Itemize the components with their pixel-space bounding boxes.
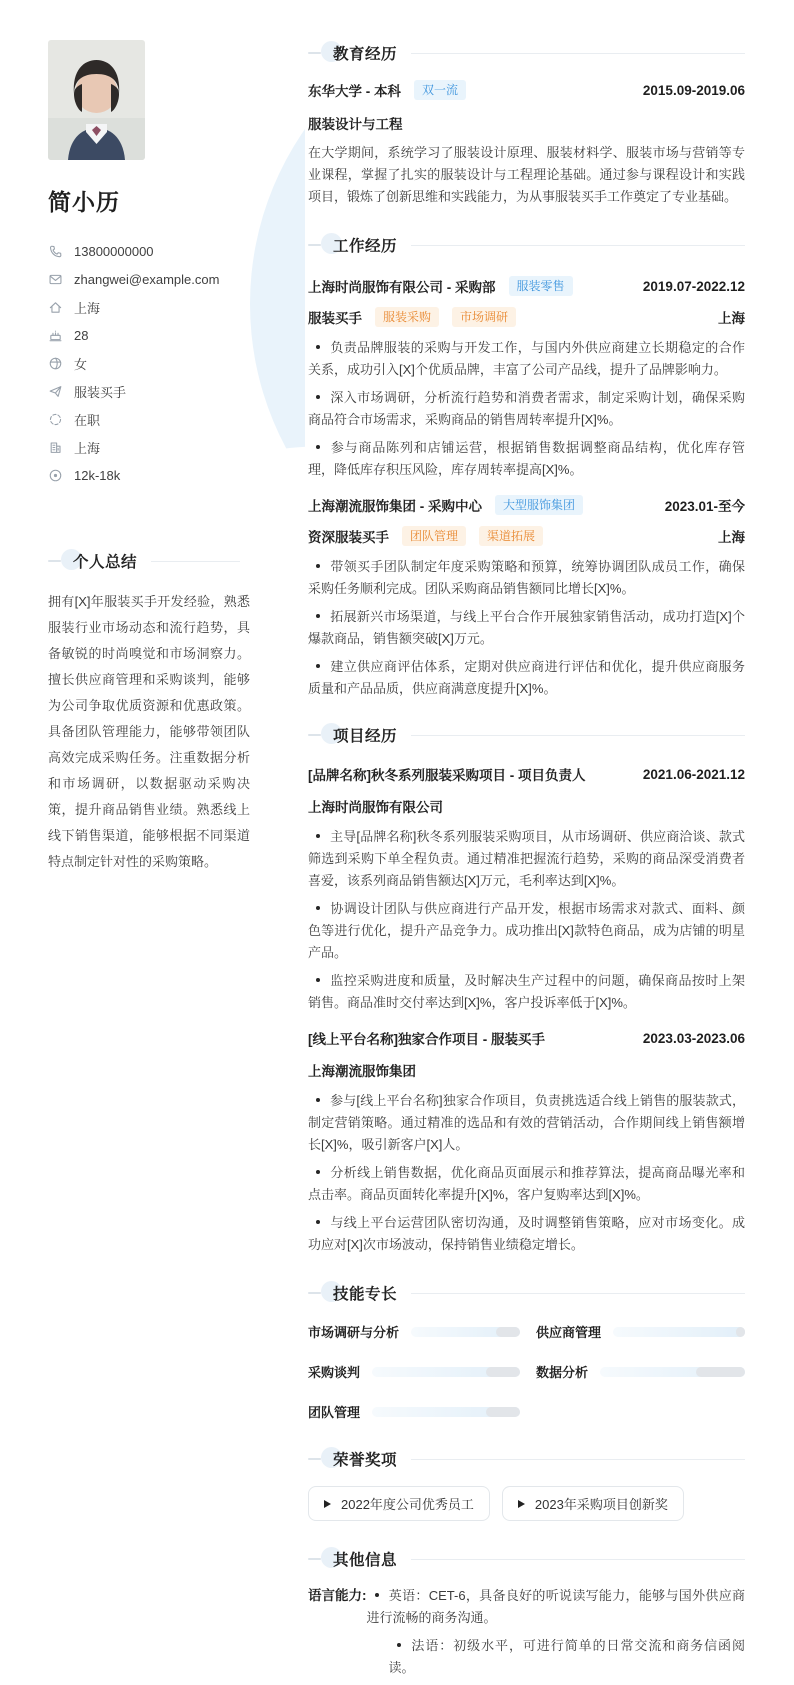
role-tag: 市场调研: [452, 307, 516, 327]
contact-email-value: zhangwei@example.com: [74, 271, 220, 287]
role-tag: 渠道拓展: [479, 526, 543, 546]
language-bullet: [389, 1635, 746, 1679]
project-bullet: [308, 1162, 745, 1206]
bullet-dot: [397, 1643, 401, 1647]
bullet-dot: [316, 445, 320, 449]
education-title: 教育经历: [333, 46, 398, 63]
education-entry-header: [308, 80, 745, 100]
summary-title: 个人总结: [73, 554, 138, 571]
skill-progress-bar: [372, 1407, 520, 1417]
skill-progress-bar: [372, 1367, 520, 1377]
project-entry: [308, 1028, 745, 1256]
skills-title: 技能专长: [333, 1286, 398, 1303]
skill-item: [308, 1362, 520, 1381]
skill-progress-bar: [411, 1327, 520, 1337]
contact-age: [48, 321, 240, 349]
award-pill[interactable]: [308, 1486, 490, 1521]
skill-progress-remainder: [736, 1327, 745, 1337]
education-date: 2015.09-2019.06: [642, 82, 745, 98]
role-tag: 服装采购: [375, 307, 439, 327]
section-dash-decoration: [308, 52, 321, 54]
awards-section-header: [308, 1448, 745, 1470]
section-divider-line: [411, 53, 745, 54]
profile-photo-image: [48, 40, 145, 160]
section-divider-line: [411, 1559, 745, 1560]
skill-item: [536, 1362, 745, 1381]
job-role: 资深服装买手: [308, 530, 389, 545]
section-divider-line: [411, 735, 745, 736]
job-bullet-text: 带领买手团队制定年度采购策略和预算，统筹协调团队成员工作，确保采购任务顺利完成。团队采购商品销售额同比增长[X]%。: [308, 559, 745, 596]
company-name: 上海潮流服饰集团 - 采购中心: [308, 499, 482, 514]
job-location: 上海: [718, 530, 745, 545]
project-name-row: [308, 764, 745, 784]
awards-list: [308, 1486, 745, 1521]
section-dash-decoration: [308, 734, 321, 736]
email-icon: [48, 272, 63, 287]
project-bullet-text: 与线上平台运营团队密切沟通，及时调整销售策略，应对市场变化。成功应对[X]次市场波动，保持销售业绩稳定增长。: [308, 1215, 745, 1252]
language-ability-label: 语言能力:: [308, 1588, 367, 1603]
bullet-dot: [316, 834, 320, 838]
section-dash-decoration: [48, 560, 61, 562]
bullet-dot: [316, 395, 320, 399]
company-tag: 大型服饰集团: [495, 495, 583, 515]
contact-gender-value: 女: [74, 356, 88, 372]
award-text: 2023年采购项目创新奖: [534, 1497, 668, 1512]
skill-progress-remainder: [496, 1327, 520, 1337]
bullet-dot: [316, 978, 320, 982]
contact-list: [48, 237, 240, 489]
position-paper-plane-icon: [48, 384, 63, 399]
project-bullet: [308, 898, 745, 964]
project-bullets: [308, 826, 745, 1014]
project-entry: [308, 764, 745, 1014]
skill-label: 市场调研与分析: [308, 1325, 400, 1340]
contact-phone-value: 13800000000: [74, 243, 154, 259]
section-dash-decoration: [308, 244, 321, 246]
major-name: 服装设计与工程: [308, 117, 403, 132]
school-tag: 双一流: [414, 80, 466, 100]
contact-email: [48, 265, 240, 293]
project-title: 项目经历: [333, 728, 398, 745]
bullet-dot: [316, 664, 320, 668]
profile-photo: [48, 40, 145, 160]
skill-item: [308, 1322, 520, 1341]
contact-age-value: 28: [74, 327, 89, 343]
job-bullet-text: 深入市场调研，分析流行趋势和消费者需求，制定采购计划，确保采购商品符合市场需求，采购商品的销售周转率提升[X]%。: [308, 390, 745, 427]
skill-progress-remainder: [486, 1407, 520, 1417]
job-date: 2023.01-至今: [664, 499, 745, 514]
project-org: 上海时尚服饰有限公司: [308, 800, 443, 815]
project-name: [线上平台名称]独家合作项目 - 服装买手: [308, 1032, 545, 1047]
skill-item: [308, 1402, 520, 1421]
job-role: 服装买手: [308, 311, 362, 326]
skill-progress-remainder: [696, 1367, 745, 1377]
project-section-header: [308, 724, 745, 746]
language-bullet: [367, 1585, 746, 1629]
award-expand-icon: [324, 1500, 331, 1508]
skill-progress-bar: [613, 1327, 745, 1337]
bullet-dot: [316, 1170, 320, 1174]
bullet-dot: [316, 564, 320, 568]
project-date: 2023.03-2023.06: [642, 1030, 745, 1046]
skill-progress-bar: [600, 1367, 745, 1377]
contact-position: [48, 377, 240, 405]
education-description: 在大学期间，系统学习了服装设计原理、服装材料学、服装市场与营销等专业课程，掌握了扎实的服装设计与工程理论基础。通过参与课程设计和实践项目，锻炼了创新思维和实践能力，为从事服装买手工作奠定了专业基础。: [308, 145, 745, 204]
project-bullet: [308, 970, 745, 1014]
other-section-header: [308, 1548, 745, 1570]
contact-company-city-value: 上海: [74, 440, 101, 456]
award-text: 2022年度公司优秀员工: [341, 1497, 474, 1512]
candidate-name: 简小历: [48, 189, 120, 215]
contact-salary-value: 12k-18k: [74, 467, 121, 483]
project-bullets: [308, 1090, 745, 1256]
summary-text: 拥有[X]年服装买手开发经验，熟悉服装行业市场动态和流行趋势，具备敏锐的时尚嗅觉和市场洞察力。擅长供应商管理和采购谈判，能够为公司争取优质资源和优惠政策。具备团队管理能力，能够带领团队高效完成采购任务。注重数据分析和市场调研，以数据驱动采购决策，提升商品销售业绩。熟悉线上线下销售渠道，能够根据不同渠道特点制定针对性的采购策略。: [48, 594, 250, 869]
job-location: 上海: [718, 311, 745, 326]
job-bullet: [308, 656, 745, 700]
other-title: 其他信息: [333, 1552, 398, 1569]
project-bullet: [308, 826, 745, 892]
job-bullet-text: 拓展新兴市场渠道，与线上平台合作开展独家销售活动，成功打造[X]个爆款商品，销售额突破[X]万元。: [308, 609, 745, 646]
language-bullet-text: 英语：CET-6，具备良好的听说读写能力，能够与国外供应商进行流畅的商务沟通。: [366, 1588, 745, 1625]
project-bullet: [308, 1090, 745, 1156]
job-entry: [308, 495, 745, 700]
project-org: 上海潮流服饰集团: [308, 1064, 416, 1079]
status-icon: [48, 412, 63, 427]
work-section-header: [308, 234, 745, 256]
job-bullets: [308, 556, 745, 700]
contact-salary: [48, 461, 240, 489]
sidebar: [0, 0, 250, 1472]
skill-label: 采购谈判: [308, 1365, 361, 1380]
contact-gender: [48, 349, 240, 377]
salary-icon: [48, 468, 63, 483]
project-bullet-text: 分析线上销售数据，优化商品页面展示和推荐算法，提高商品曝光率和点击率。商品页面转化率提升[X]%，客户复购率达到[X]%。: [308, 1165, 745, 1202]
bullet-dot: [316, 1220, 320, 1224]
section-divider-line: [411, 245, 745, 246]
bullet-dot: [316, 345, 320, 349]
company-tag: 服装零售: [509, 276, 573, 296]
project-bullet-text: 参与[线上平台名称]独家合作项目，负责挑选适合线上销售的服装款式，制定营销策略。通过精准的选品和有效的营销活动，合作期间线上销售额增长[X]%，吸引新客户[X]人。: [308, 1093, 745, 1152]
contact-city-value: 上海: [74, 300, 101, 316]
award-pill[interactable]: [502, 1486, 684, 1521]
job-bullet: [308, 337, 745, 381]
language-bullet-text: 法语：初级水平，可进行简单的日常交流和商务信函阅读。: [388, 1638, 745, 1675]
project-date: 2021.06-2021.12: [642, 766, 745, 782]
home-icon: [48, 300, 63, 315]
summary-section-header: [48, 550, 240, 572]
company-building-icon: [48, 440, 63, 455]
company-name: 上海时尚服饰有限公司 - 采购部: [308, 280, 496, 295]
job-bullet: [308, 437, 745, 481]
contact-phone: [48, 237, 240, 265]
section-divider-line: [151, 561, 240, 562]
contact-status: [48, 405, 240, 433]
job-company-row: [308, 276, 745, 296]
job-bullet-text: 建立供应商评估体系，定期对供应商进行评估和优化，提升供应商服务质量和产品品质，供应商满意度提升[X]%。: [308, 659, 745, 696]
project-bullet-text: 监控采购进度和质量，及时解决生产过程中的问题，确保商品按时上架销售。商品准时交付率达到[X]%，客户投诉率低于[X]%。: [308, 973, 745, 1010]
school-name: 东华大学 - 本科: [308, 84, 401, 99]
section-dash-decoration: [308, 1558, 321, 1560]
bullet-dot: [316, 614, 320, 618]
job-company-row: [308, 495, 745, 515]
phone-icon: [48, 244, 63, 259]
main-column: [305, 0, 794, 1675]
education-section-header: [308, 42, 745, 64]
project-bullet: [308, 1212, 745, 1256]
project-bullet-text: 主导[品牌名称]秋冬系列服装采购项目，从市场调研、供应商洽谈、款式筛选到采购下单全程负责。通过精准把握流行趋势，采购的商品深受消费者喜爱，该系列商品销售额达[X]万元，毛利率达到[X]%。: [308, 829, 745, 888]
job-bullet: [308, 387, 745, 431]
bullet-dot: [375, 1593, 379, 1597]
project-name-row: [308, 1028, 745, 1048]
section-divider-line: [411, 1293, 745, 1294]
bullet-dot: [316, 906, 320, 910]
job-role-row: [308, 526, 745, 546]
job-bullet: [308, 556, 745, 600]
awards-title: 荣誉奖项: [333, 1452, 398, 1469]
section-dash-decoration: [308, 1458, 321, 1460]
job-bullet-text: 负责品牌服装的采购与开发工作，与国内外供应商建立长期稳定的合作关系，成功引入[X]个优质品牌，丰富了公司产品线，提升了品牌影响力。: [308, 340, 745, 377]
contact-city: [48, 293, 240, 321]
award-expand-icon: [518, 1500, 525, 1508]
role-tag: 团队管理: [402, 526, 466, 546]
job-bullet: [308, 606, 745, 650]
skills-grid: [308, 1322, 745, 1421]
job-bullet-text: 参与商品陈列和店铺运营，根据销售数据调整商品结构，优化库存管理，降低库存积压风险，库存周转率提高[X]%。: [308, 440, 745, 477]
job-role-row: [308, 307, 745, 327]
skill-progress-remainder: [486, 1367, 520, 1377]
contact-company-city: [48, 433, 240, 461]
skill-label: 供应商管理: [536, 1325, 602, 1340]
project-bullet-text: 协调设计团队与供应商进行产品开发，根据市场需求对款式、面料、颜色等进行优化，提升产品竞争力。成功推出[X]款特色商品，成为店铺的明星产品。: [308, 901, 745, 960]
contact-position-value: 服装买手: [74, 384, 127, 400]
skills-section-header: [308, 1282, 745, 1304]
skill-label: 数据分析: [536, 1365, 589, 1380]
work-title: 工作经历: [333, 238, 398, 255]
language-ability-block: [308, 1585, 745, 1685]
section-divider-line: [411, 1459, 745, 1460]
contact-status-value: 在职: [74, 412, 101, 428]
language-list: [367, 1585, 746, 1685]
job-entry: [308, 276, 745, 481]
section-dash-decoration: [308, 1292, 321, 1294]
age-icon: [48, 328, 63, 343]
bullet-dot: [316, 1098, 320, 1102]
job-bullets: [308, 337, 745, 481]
project-name: [品牌名称]秋冬系列服装采购项目 - 项目负责人: [308, 768, 586, 783]
gender-icon: [48, 356, 63, 371]
skill-item: [536, 1322, 745, 1341]
job-date: 2019.07-2022.12: [642, 278, 745, 294]
skill-label: 团队管理: [308, 1405, 361, 1420]
